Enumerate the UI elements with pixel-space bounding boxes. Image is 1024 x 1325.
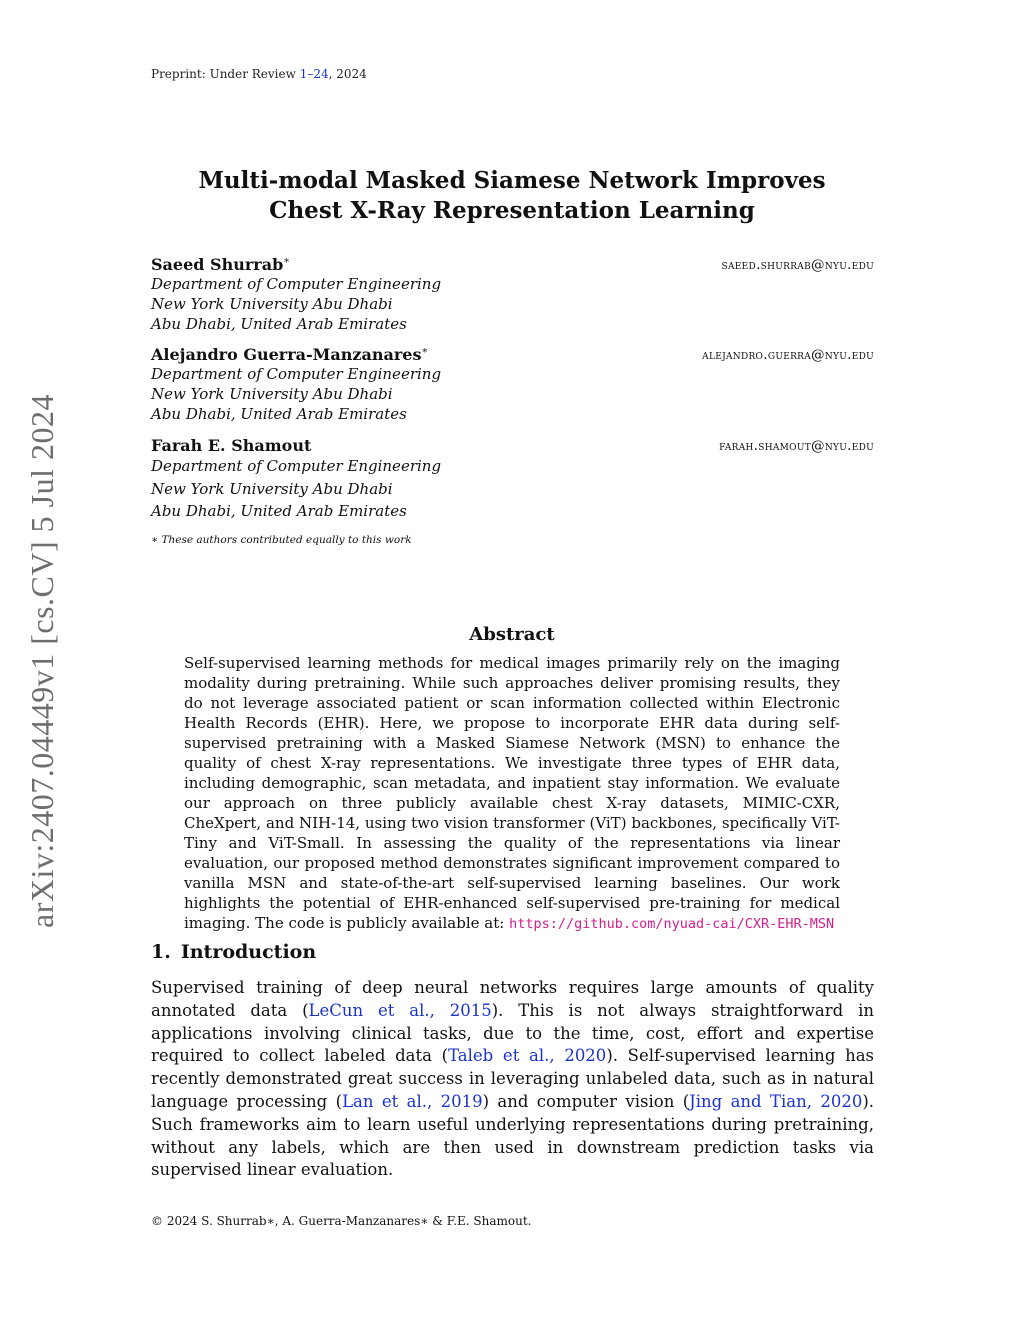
page-range-link[interactable]: 1–24 (299, 67, 329, 81)
running-header (151, 67, 367, 81)
author-block-3 (151, 436, 874, 523)
author-location: Abu Dhabi, United Arab Emirates (151, 315, 407, 333)
equal-contribution-note: ∗ These authors contributed equally to this work (151, 534, 412, 546)
citation-link[interactable]: Taleb et al., 2020 (448, 1046, 607, 1066)
header-prefix: Preprint: Under Review (151, 67, 300, 81)
section-number: 1. (151, 941, 171, 963)
author-name: Alejandro Guerra-Manzanares∗ (151, 345, 429, 364)
code-link[interactable]: https://github.com/nyuad-cai/CXR-EHR-MSN (509, 916, 835, 932)
author-location: Abu Dhabi, United Arab Emirates (151, 405, 407, 423)
citation-link[interactable]: LeCun et al., 2015 (308, 1000, 492, 1020)
author-university: New York University Abu Dhabi (151, 385, 393, 403)
abstract-text: Self-supervised learning methods for medical images primarily rely on the imaging modality during pretraining. While such approaches deliver promising results, they do not leverage associated patient or scan information collected within Electronic Health Records (EHR). Here, we propose to incorporate EHR data during self-supervised pretraining with a Masked Siamese Network (MSN) to enhance the quality of chest X-ray representations. We investigate three types of EHR data, including demographic, scan metadata, and inpatient stay information. We evaluate our approach on three publicly available chest X-ray datasets, MIMIC-CXR, CheXpert, and NIH-14, using two vision transformer (ViT) backbones, specifically ViT-Tiny and ViT-Small. In assessing the quality of the representations via linear evaluation, our proposed method demonstrates significant improvement compared to vanilla MSN and state-of-the-art self-supervised learning baselines. Our work highlights the potential of EHR-enhanced self-supervised pre-training for medical imaging. The code is publicly available at: (184, 654, 840, 932)
author-department: Department of Computer Engineering (151, 275, 442, 293)
arxiv-stamp: arXiv:2407.04449v1 [cs.CV] 5 Jul 2024 (24, 393, 60, 928)
section-title: Introduction (180, 941, 317, 963)
author-department: Department of Computer Engineering (151, 365, 442, 383)
author-block-2 (151, 345, 874, 424)
header-year: , 2024 (328, 67, 367, 81)
abstract-heading: Abstract (469, 624, 555, 645)
citation-link[interactable]: Lan et al., 2019 (342, 1091, 483, 1111)
author-block-1 (151, 255, 874, 334)
author-name: Farah E. Shamout (151, 436, 312, 455)
introduction-paragraph: Supervised training of deep neural networks requires large amounts of quality annotated data (LeCun et al., 2015). This is not always straightforward in applications involving clinical tasks, due to the time, cost, effort and expertise required to collect labeled data (Taleb et al., 2020). Self-supervised learning has recently demonstrated great success in leveraging unlabeled data, such as in natural language processing (Lan et al., 2019) and computer vision (Jing and Tian, 2020). Such frameworks aim to learn useful underlying representations during pretraining, without any labels, which are then used in downstream prediction tasks via supervised linear evaluation. (151, 978, 875, 1180)
author-department: Department of Computer Engineering (151, 457, 442, 475)
citation-link[interactable]: Jing and Tian, 2020 (689, 1091, 863, 1111)
author-name: Saeed Shurrab∗ (151, 255, 291, 274)
paper-title (0, 166, 1024, 226)
section-heading-introduction (151, 941, 316, 963)
author-email[interactable]: farah.shamout@nyu.edu (719, 438, 874, 454)
copyright-footer: © 2024 S. Shurrab∗, A. Guerra-Manzanares∗ & F.E. Shamout. (151, 1214, 532, 1228)
title-line-1: Multi-modal Masked Siamese Network Improves (198, 167, 826, 194)
author-email[interactable]: alejandro.guerra@nyu.edu (702, 347, 874, 363)
author-university: New York University Abu Dhabi (151, 295, 393, 313)
abstract-body (184, 653, 840, 934)
author-university: New York University Abu Dhabi (151, 479, 393, 498)
author-email[interactable]: saeed.shurrab@nyu.edu (721, 257, 874, 273)
author-location: Abu Dhabi, United Arab Emirates (151, 502, 407, 520)
title-line-2: Chest X-Ray Representation Learning (269, 197, 755, 224)
